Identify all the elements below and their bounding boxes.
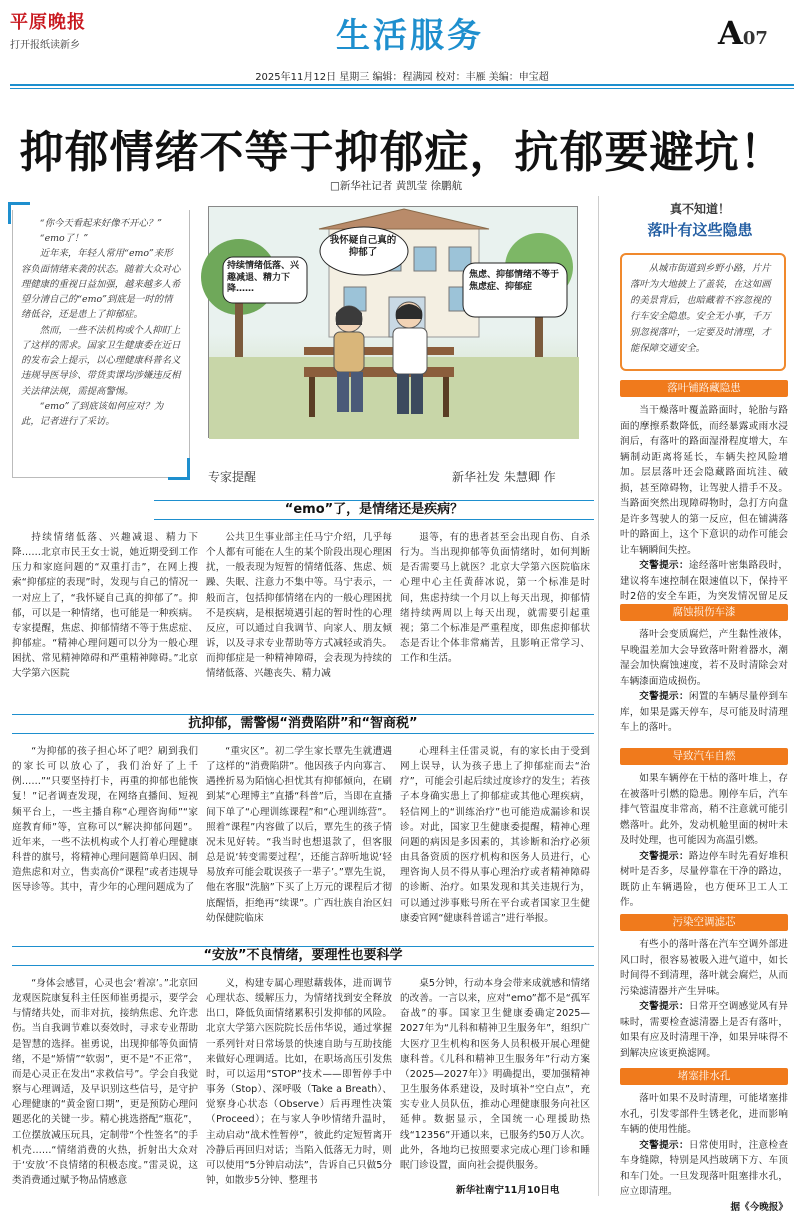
quote-corner-icon [168, 458, 190, 480]
sidebar-item-title: 导致汽车自燃 [620, 748, 788, 765]
tip-text: 途经落叶密集路段时，建议将车速控制在限速值以下，保持平时2倍的安全车距，为突发情况留足反 [620, 560, 789, 603]
article-column [206, 976, 392, 1196]
sidebar-item-tip [620, 849, 788, 911]
article-text: 退等，有的患者甚至会出现自伤、自杀行为。当出现抑郁等负面情绪时，如何判断是否需要马上就医？北京大学第六医院临床心理中心主任黄薛冰说，第一个标准是时间，焦虑持续一个月以上每天出现，抑郁情绪持续两周以上每天出现，就需要引起重视；第二个标准是严重程度，即焦虑抑郁状态是否让个体非常痛苦，且影响正常学习、工作和生活。 [400, 532, 590, 665]
tip-label: 交警提示： [639, 850, 689, 862]
newspaper-slogan: 打开报纸读新乡 [10, 40, 80, 51]
sidebar-item-text: 有些小的落叶落在汽车空调外部进风口时，很容易被吸入进气道中，如长时间得不到清理，落叶就会腐烂，从而污染滤清器并产生异味。 [620, 939, 788, 997]
intro-paragraph: 近年来，年轻人常用“emo”来形容负面情绪来袭的状态。随着大众对心理健康的重视日益加强，越来越多人希望分清自己的“emo”到底是一时的情绪低谷，还是患上了抑郁症。 [21, 248, 181, 321]
page-letter: A [718, 14, 743, 52]
intro-paragraph: 然而，一些不法机构或个人抑盯上了这样的需求。国家卫生健康委在近日的发布会上提示，以心理健康科普名义违规导医导诊、带货卖课均涉嫌违反相关法律法规，需提高警惕。 [21, 324, 181, 397]
article-column [12, 976, 198, 1196]
byline: □新华社记者 黄凯莹 徐鹏航 [330, 180, 463, 192]
article-text: “身体会感冒，心灵也会‘着凉’。”北京回龙观医院康复科主任医师崔勇提示，要学会与情绪共处，而非对抗，接纳焦虑、允许悲伤。当自我调节难以奏效时，寻求专业帮助是智慧的选择。崔勇说，出现抑郁等负面情绪，不是“矫情”“软弱”，更不是“不正常”，而是心灵正在发出“求救信号”。学会自我觉察与心理调适，及早识别这些信号，是守护心理健康的“黄金窗口期”，更是预防心理问题恶化的关键一步。精心挑选搭配“瓶花”，工位摆放减压玩具，定制带“个性签名”的手机壳……“情绪消费的火热，折射出大众对于‘安放’不良情绪的积极态度。”雷灵说，这类消费通过赋予物品情感意 [12, 978, 198, 1187]
article-text: 义，构建专属心理慰藉载体，进而调节心理状态、缓解压力，为情绪找到安全释放出口，降低负面情绪累积引发抑郁的风险。北京大学第六医院院长岳伟华说，通过掌握一系列针对日常场景的快速自助与互助技能来做好心理调适。比如，在职场高压引发焦时，可以运用“STOP”技术——即暂停手中事务（Stop）、深呼吸（Take a Breath）、觉察身心状态（Observe）后再理性决策（Proceed）；在与家人争吵情绪升温时，主动启动“战术性暂停”，彼此约定短暂离开冷静后再回归对话；当陷入低落无力时，则可以使用“5分钟启动法”，告诉自己只做5分钟，如散步5分钟、整理书 [206, 978, 392, 1187]
sidebar-item-tip [620, 999, 788, 1061]
article-text: “为抑郁的孩子担心坏了吧？刷到我们的家长可以放心了，我们治好了上千例……”“只要坚持打卡，再重的抑郁也能恢复！”记者调查发现，在网络直播间、短视频平台上，一些主播自称“心理咨询师”“家庭教育师”等，宣称可以“解决抑郁问题”。近年来，一些不法机构或个人打着心理健康科普的旗号，将精神心理问题简单归因、制造焦虑和对立，售卖高价“课程”或者违规导医导诊等。其中，青少年的心理问题成为了 [12, 746, 198, 894]
masthead [10, 8, 150, 51]
section-heading: 抗抑郁，需警惕“消费陷阱”和“智商税” [12, 714, 594, 734]
sidebar-kicker: 真不知道！ [669, 202, 730, 216]
article-text: 心理科主任雷灵说，有的家长由于受到网上误导，认为孩子患上了抑郁症而去“治疗”，可能会引起后续过度诊疗的发生；若孩子本身确实患上了抑郁症或其他心理疾病，轻信网上的“训练治疗”也可能造成漏诊和误诊。对此，国家卫生健康委提醒，精神心理问题的病因是多因素的，其诊断和治疗必须由具备资质的医疗机构和医务人员进行，心理咨询人员不得从事心理治疗或者精神障碍的诊断、治疗。如果发现和其关违规行为，可以通过涉事账号所在平台或者国家卫生健康委官网“健康科普谣言”进行举报。 [400, 746, 590, 924]
article-column [400, 976, 590, 1180]
sidebar-title: 落叶有这些隐患 [647, 221, 753, 239]
intro-box [12, 210, 190, 478]
cartoon-caption: 专家提醒 [208, 470, 257, 484]
sidebar-item-text: 落叶如果不及时清理，可能堵塞排水孔，引发零部件生锈老化，进而影响车辆的使用性能。 [620, 1093, 788, 1136]
section-heading: “安放”不良情绪，要理性也要科学 [12, 946, 594, 966]
tip-text: 路边停车时先看好堆积树叶是否多，尽量停靠在干净的路边，既防止车辆遇险，也方便环卫工人工作。 [620, 850, 789, 909]
article-column [206, 530, 392, 704]
speech-bubble-doctor: 焦虑、抑郁情绪不等于焦虑症、抑郁症 [469, 270, 560, 293]
article-text: 公共卫生事业部主任马宁介绍，几乎每个人都有可能在人生的某个阶段出现心理困扰，一般表现为短暂的情绪低落、焦虑、烦躁、失眠、注意力不集中等。马宁表示，一般而言，包括抑郁情绪在内的一般心理困扰不是疾病，是根据境遇引起的暂时性的心理反应，可以通过自我调节、向家人、朋友倾诉，以及寻求专业帮助等方式减轻或消失。而抑郁症是一种精神障碍，会表现为持续的情绪低落、兴趣丧失、精力减 [206, 532, 392, 680]
sidebar-intro-box [620, 253, 786, 371]
article-column [206, 744, 392, 936]
sidebar-item [620, 914, 788, 1061]
sidebar-item [620, 604, 788, 736]
dateline: 2025年11月12日 星期三 编辑：程满园 校对：丰雁 美编：申宝超 [255, 72, 549, 83]
sidebar-item-title: 腐蚀损伤车漆 [620, 604, 788, 621]
article-column [400, 530, 590, 704]
sidebar-item-tip [620, 689, 788, 736]
intro-paragraph: “emo了！” [39, 233, 89, 245]
newspaper-logo: 平原晚报 [10, 12, 86, 33]
tip-text: 日常使用时，注意检查车身缝隙，特别是风挡玻璃下方、车顶和车门处。一旦发现落叶阻塞排水孔，应立即清理。 [620, 1139, 789, 1198]
cartoon-credit: 新华社发 朱慧卿 作 [452, 470, 556, 484]
sidebar-item-title: 堵塞排水孔 [620, 1068, 788, 1085]
section-title: 生活服务 [336, 16, 484, 56]
sidebar-header [606, 200, 794, 240]
cartoon-illustration [208, 206, 578, 438]
intro-paragraph: “你今天看起来好像不开心？” [39, 218, 162, 229]
speech-bubble-patient: 我怀疑自己真的抑郁了 [329, 235, 397, 259]
sidebar-item-text: 落叶会变质腐烂，产生黏性液体，早晚温差加大会导致落叶附着器水，潮湿会加快腐蚀速度，若不及时清除会对车辆漆面造成损伤。 [620, 629, 788, 687]
sidebar-source: 据《今晚报》 [730, 1201, 788, 1213]
header-rule-thin [10, 88, 794, 89]
header-rule [10, 84, 794, 86]
column-divider [598, 196, 599, 1196]
sidebar-item [620, 1068, 788, 1215]
page-number [718, 14, 768, 52]
tip-label: 交警提示： [639, 691, 689, 703]
article-text: “重灾区”。初二学生家长覃先生就遭遇了这样的“消费陷阱”。他因孩子内向寡言、遇挫折易为陌恼心担忧其有抑郁倾向，在刷到某“心理博主”直播“科普”后，当即在直播间下单了“心理训练课程”和“心理训练营”。照着“课程”内容做了以后，覃先生的孩子情况未见好转。“我当时也想退款了，但客服总是说‘转变需要过程’，还能言辞听地说‘轻易放弃可能会耽误孩子一辈子’。”覃先生说，他在客服“洗脑”下买了上万元的课程后才彻底醒悟，拒绝再“续课”。广西壮族自治区妇幼保健院临床 [206, 746, 392, 924]
sidebar-item [620, 748, 788, 911]
sidebar-item-text: 如果车辆停在干枯的落叶堆上，存在被落叶引燃的隐患。刚停车后，汽车排气管温度非常高，稍不注意就可能引燃落叶。此外，发动机舱里面的树叶未及时处理，也可能因为高温引燃。 [620, 773, 788, 847]
tip-label: 交警提示： [639, 1001, 689, 1013]
page-num: 07 [742, 28, 768, 49]
sidebar-item-title: 落叶铺路藏隐患 [620, 380, 788, 397]
sidebar-item-title: 污染空调滤芯 [620, 914, 788, 931]
article-text: 持续情绪低落、兴趣减退、精力下降……北京市民王女士说，她近期受到工作压力和家庭问题的“双重打击”，在网上搜索“抑郁症的表现”时，发现与自己的情况一一对应上了，“我怀疑自己真的抑郁了”。抑郁，可以是一种情绪，也可能是一种疾病。专家提醒，焦虑、抑郁情绪不等于焦虑症、抑郁症。“精神心理问题可以分为一般心理困扰、常见精神障碍和严重精神障碍。”北京大学第六医院 [12, 532, 198, 680]
article-column [12, 744, 198, 936]
tip-label: 交警提示： [639, 1139, 689, 1151]
intro-paragraph: “emo”了到底该如何应对？为此，记者进行了采访。 [21, 400, 164, 428]
article-column [12, 530, 198, 704]
headline: 抑郁情绪不等于抑郁症，抗郁要避坑！ [19, 127, 785, 178]
sidebar-item [620, 380, 788, 620]
article-column [400, 744, 590, 936]
tip-text: 闲置的车辆尽量停到车库，如果是露天停车，尽可能及时清理车上的落叶。 [620, 691, 789, 734]
tip-label: 交警提示： [639, 560, 689, 572]
speech-bubble-symptoms: 持续情绪低落、兴趣减退、精力下降…… [227, 261, 300, 295]
section-heading: “emo”了，是情绪还是疾病？ [154, 500, 594, 520]
sidebar-intro-text: 从城市街道到乡野小路，片片落叶为大地披上了盖装，在这如画的美景背后，也暗藏着不容忽视的行车安全隐患。安全无小事，千万别忽视落叶，一定要及时清理，才能保障交通安全。 [630, 263, 771, 354]
tip-text: 日常开空调感觉风有异味时，需要检查滤清器上是否有落叶，如果有应及时清理干净，如果异味得不到解决应该更换滤网。 [620, 1001, 789, 1059]
article-dateline-footer: 新华社南宁11月10日电 [456, 1185, 560, 1196]
sidebar-item-text: 当干燥落叶覆盖路面时，轮胎与路面的摩擦系数降低，而经暴露或雨水浸润后，有落叶的路面湿滑程度增大，车辆制动距离将延长，车辆失控风险增加。层层落叶还会隐藏路面坑洼、破损，甚至障碍物，让驾驶人措手不及。当路面突然出现障碍物时，急打方向盘是许多驾驶人的第一反应，但在铺满落叶的路面上，这个下意识的动作可能会让车辆瞬间失控。 [620, 405, 788, 556]
sidebar-item-tip [620, 1138, 788, 1200]
article-text: 桌5分钟，行动本身会带来成就感和情绪的改善。一言以来，应对“emo”都不是“孤军奋战”的事。国家卫生健康委确定2025—2027年为“儿科和精神卫生服务年”，组织广大医疗卫生机构和医务人员积极开展心理健康科普。《儿科和精神卫生服务年”行动方案（2025—2027年）》明确提出，要加强精神卫生服务体系建设，及时填补“空白点”，充实专业人员队伍，推动心理健康服务向社区延伸。数据显示，全国统一心理援助热线“12356”开通以来，已服务约50万人次。此外，各地均已按照要求完成心理门诊和睡眠门诊设置，面向社会提供服务。 [400, 978, 590, 1171]
